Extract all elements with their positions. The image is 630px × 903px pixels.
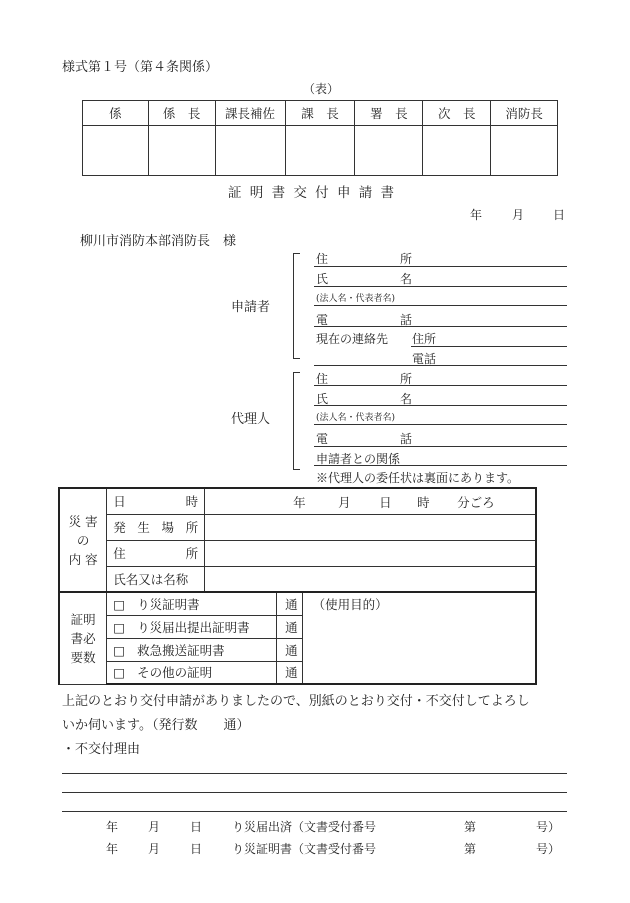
form-side-label: （表） [303,82,340,96]
checkbox[interactable]: □ [113,665,126,681]
disaster-group-label-line: の [76,532,90,548]
stamp-cell[interactable] [355,126,423,176]
stamp-cell[interactable] [423,126,491,176]
agent-proxy-note: ※代理人の委任状は裏面にあります。 [316,471,520,485]
agent-tel-label-b: 話 [400,432,413,446]
applicant-tel-label-b: 話 [400,313,413,327]
agent-label: 代理人 [231,412,271,427]
address-label [107,540,205,566]
record-no-prefix: 第 [464,820,477,834]
stamp-header: 課長補佐 [215,101,285,126]
record-text: り災証明書（文書受付番号 [232,842,377,856]
datetime-day: 日 [379,495,392,511]
datetime-year: 年 [293,495,306,511]
applicant-address-label-b: 所 [400,252,413,266]
applicant-tel-label-a: 電 [316,313,329,327]
stamp-header: 課 長 [285,101,355,126]
refusal-reason-line[interactable] [62,792,567,793]
datetime-minute: 分ごろ [457,495,495,511]
place-label-char: 場 [161,520,174,535]
stamp-header: 係 [83,101,149,126]
stamp-header: 次 長 [423,101,491,126]
stamp-cell[interactable] [148,126,215,176]
applicant-name-field[interactable] [314,286,567,287]
datetime-label-a: 日 [113,494,126,510]
address-label-b: 所 [185,546,199,561]
place-field[interactable] [205,514,536,540]
cert-group-label-line: 書必 [70,630,96,646]
cert-item[interactable] [107,592,276,615]
datetime-label-b: 時 [185,494,199,510]
applicant-address-label-a: 住 [316,252,329,266]
datetime-label [107,488,205,514]
stamp-header: 署 長 [355,101,423,126]
address-label-a: 住 [113,546,126,561]
disaster-details-table [58,487,537,685]
applicant-corp-note: (法人名・代表者名) [316,294,396,304]
applicant-name-label-b: 名 [400,272,413,286]
agent-address-label-a: 住 [316,372,329,386]
cert-item[interactable] [107,615,276,638]
stamp-cell[interactable] [491,126,558,176]
record-day: 日 [190,820,203,834]
agent-tel-label-a: 電 [316,432,329,446]
cert-count-unit[interactable]: 通 [276,615,302,638]
cert-item-label: その他の証明 [137,665,213,681]
checkbox[interactable]: □ [113,596,126,612]
applicant-tel-field[interactable] [314,326,567,327]
place-label-char: 所 [185,520,199,535]
applicant-bracket [293,253,300,359]
datetime-hour: 時 [417,495,430,511]
record-text: り災届出済（文書受付番号 [232,820,377,834]
form-number: 様式第１号（第４条関係） [62,60,219,75]
refusal-reason-line[interactable] [62,811,567,812]
record-month: 月 [148,842,161,856]
date-month: 月 [512,208,525,222]
datetime-field[interactable] [205,488,536,514]
applicant-contact-tel-field[interactable] [314,365,567,366]
applicant-corp-field[interactable] [314,305,567,306]
record-no-suffix: 号） [536,820,561,834]
checkbox[interactable]: □ [113,619,126,635]
disaster-group-label-line: 内 容 [68,551,98,567]
record-year: 年 [106,842,119,856]
applicant-label: 申請者 [231,300,271,315]
checkbox[interactable]: □ [113,642,126,658]
agent-address-field[interactable] [314,385,567,386]
agent-name-field[interactable] [314,405,567,406]
agent-relation-label: 申請者との関係 [316,452,401,466]
applicant-contact-tel-label: 電話 [412,352,437,366]
refusal-reason-line[interactable] [62,773,567,774]
date-day: 日 [553,208,566,222]
agent-relation-field[interactable] [314,465,567,466]
cert-count-unit[interactable]: 通 [276,592,302,615]
purpose-field[interactable] [302,592,536,684]
cert-count-unit[interactable]: 通 [276,661,302,684]
stamp-header: 消防長 [491,101,558,126]
refusal-reason-label: ・不交付理由 [62,742,141,757]
cert-item-label: り災証明書 [137,596,200,612]
disaster-group-label [59,488,107,592]
agent-tel-field[interactable] [314,446,567,447]
cert-count-unit[interactable]: 通 [276,638,302,661]
record-year: 年 [106,820,119,834]
stamp-cell[interactable] [285,126,355,176]
applicant-contact-address-field[interactable] [411,346,567,347]
cert-item-label: 救急搬送証明書 [137,642,225,658]
applicant-contact-label: 現在の連絡先 [316,332,389,346]
applicant-contact-address-label: 住所 [412,332,437,346]
record-day: 日 [190,842,203,856]
address-field[interactable] [205,540,536,566]
approval-text-line2: いか伺います。（発行数 通） [62,718,250,733]
approval-text-line1: 上記のとおり交付申請がありましたので、別紙のとおり交付・不交付してよろし [62,694,530,709]
place-label-char: 生 [137,520,150,535]
agent-name-label-a: 氏 [316,392,329,406]
record-month: 月 [148,820,161,834]
record-no-prefix: 第 [464,842,477,856]
document-title: 証 明 書 交 付 申 請 書 [228,185,397,201]
agent-corp-field[interactable] [314,424,567,425]
stamp-cell[interactable] [215,126,285,176]
place-label [107,514,205,540]
cert-item[interactable] [107,661,276,684]
purpose-label: （使用目的） [312,597,388,612]
cert-item[interactable] [107,638,276,661]
cert-group-label [59,592,107,684]
agent-bracket [293,372,300,470]
name-field[interactable] [205,566,536,592]
datetime-month: 月 [338,495,351,511]
addressee: 柳川市消防本部消防長 様 [80,234,237,249]
disaster-group-label-line: 災 害 [68,513,98,529]
approval-stamp-table [82,100,558,176]
cert-item-label: り災届出提出証明書 [137,619,250,635]
record-no-suffix: 号） [536,842,561,856]
agent-name-label-b: 名 [400,392,413,406]
stamp-cell[interactable] [83,126,149,176]
place-label-char: 発 [113,520,126,535]
agent-address-label-b: 所 [400,372,413,386]
applicant-address-field[interactable] [314,266,567,267]
name-label: 氏名又は名称 [107,566,205,592]
agent-corp-note: (法人名・代表者名) [316,413,396,423]
date-year: 年 [470,208,483,222]
applicant-name-label-a: 氏 [316,272,329,286]
cert-group-label-line: 証明 [70,611,96,627]
stamp-header: 係 長 [148,101,215,126]
cert-group-label-line: 要数 [70,649,96,665]
